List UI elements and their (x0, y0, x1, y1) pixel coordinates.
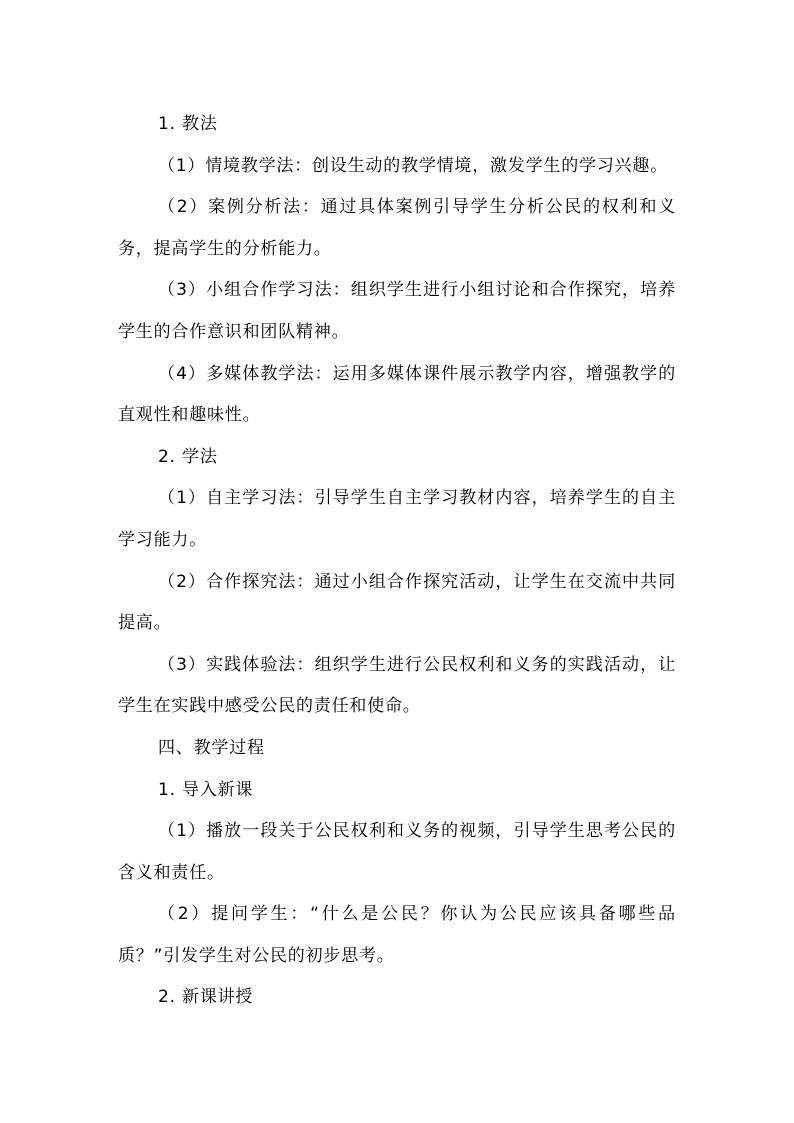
paragraph-case-analysis: （2）案例分析法：通过具体案例引导学生分析公民的权利和义务，提高学生的分析能力。 (118, 197, 676, 259)
document-body (118, 104, 676, 1019)
paragraph-multimedia-teaching: （4）多媒体教学法：运用多媒体课件展示教学内容，增强教学的直观性和趣味性。 (118, 363, 676, 426)
heading-teaching-process: 四、教学过程 (158, 737, 265, 758)
paragraph-self-study: （1）自主学习法：引导学生自主学习教材内容，培养学生的自主学习能力。 (118, 488, 676, 550)
paragraph-ask-students: （2）提问学生：“什么是公民？你认为公民应该具备哪些品质？”引发学生对公民的初步思考。 (118, 904, 676, 966)
paragraph-cooperative-inquiry: （2）合作探究法：通过小组合作探究活动，让学生在交流中共同提高。 (118, 571, 676, 634)
paragraph-practice-experience: （3）实践体验法：组织学生进行公民权利和义务的实践活动，让学生在实践中感受公民的责任和使命。 (118, 654, 676, 717)
heading-introduction: 1. 导入新课 (158, 779, 254, 800)
heading-new-lesson: 2. 新课讲授 (158, 987, 254, 1008)
heading-teaching-methods: 1. 教法 (158, 114, 218, 134)
paragraph-play-video: （1）播放一段关于公民权利和义务的视频，引导学生思考公民的含义和责任。 (118, 821, 676, 883)
paragraph-situational-teaching: （1）情境教学法：创设生动的教学情境，激发学生的学习兴趣。 (158, 155, 669, 176)
paragraph-group-cooperation: （3）小组合作学习法：组织学生进行小组讨论和合作探究，培养学生的合作意识和团队精神。 (118, 280, 676, 342)
heading-learning-methods: 2. 学法 (158, 446, 218, 467)
